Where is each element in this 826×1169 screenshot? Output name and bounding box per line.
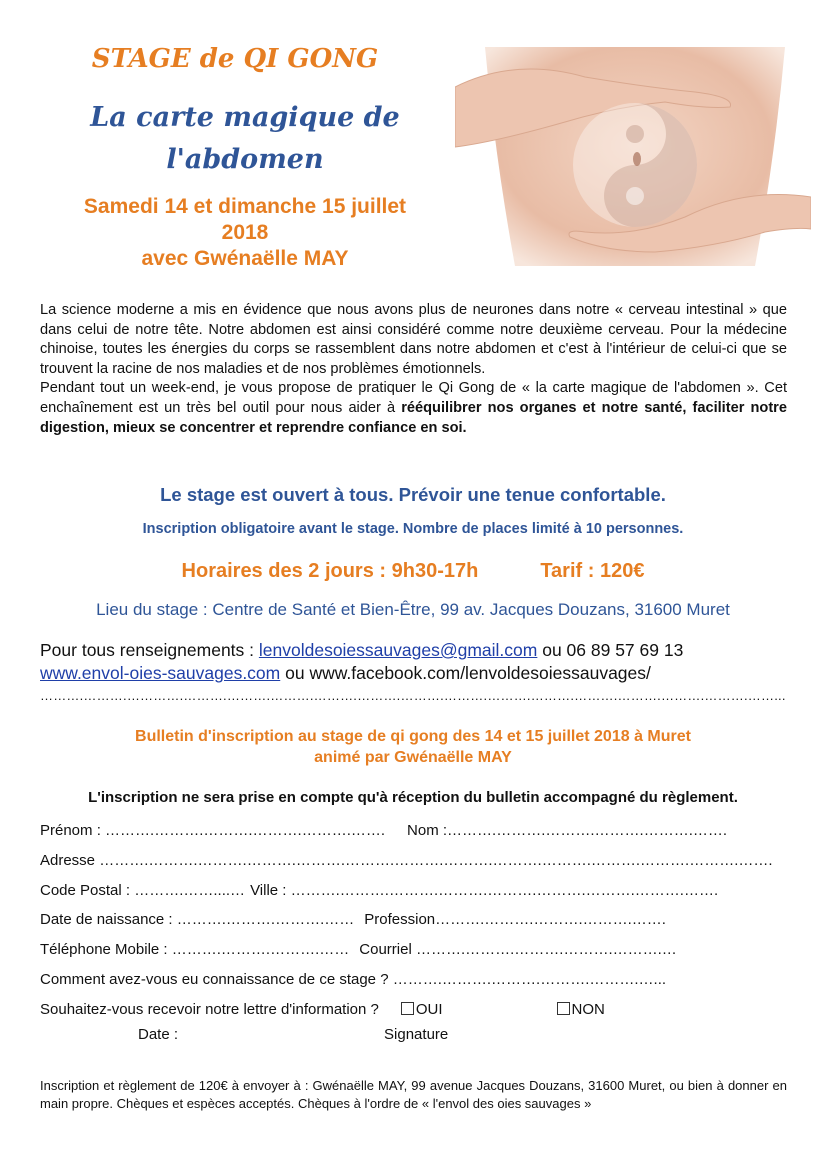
profession-field[interactable]: Profession……….……….……….……….……. [364, 911, 666, 929]
signature-label: Signature [384, 1026, 449, 1043]
event-dates [40, 194, 450, 272]
contact-info [40, 639, 800, 685]
contact-prefix: Pour tous renseignements : [40, 640, 259, 660]
ville-field[interactable]: Ville : ……….……….……….……….……….……….……….……….……. [250, 881, 719, 899]
form-row-phone [40, 941, 800, 971]
hours: Horaires des 2 jours : 9h30-17h [181, 560, 479, 582]
intro-text [40, 301, 787, 438]
form-row-name [40, 822, 800, 852]
intro-paragraph-2-emphasis: rééquilibrer nos organes et notre santé, faciliter notre digestion, mieux se concentrer et reprendre confiance en soi. [40, 399, 787, 436]
dates-line: Samedi 14 et dimanche 15 juillet [83, 195, 407, 218]
adresse-field[interactable]: Adresse ……….……….……….……….……….……….……….……….……….……….……….……….……….……. [40, 851, 773, 869]
nom-field[interactable]: Nom :……….……….……….……….……….……. [407, 822, 728, 839]
non-checkbox[interactable] [557, 1002, 570, 1015]
bulletin-title-line-2: animé par Gwénaëlle MAY [314, 749, 512, 766]
newsletter-question: Souhaitez-vous recevoir notre lettre d'information ? [40, 1000, 379, 1018]
facebook-text: ou www.facebook.com/lenvoldesoiessauvages/ [280, 663, 651, 683]
oui-checkbox[interactable] [401, 1002, 414, 1015]
hours-and-price [40, 560, 786, 583]
location: Lieu du stage : Centre de Santé et Bien-Être, 99 av. Jacques Douzans, 31600 Muret [96, 600, 730, 619]
event-subtitle: La carte magique de l'abdomen [90, 102, 400, 175]
form-row-source [40, 971, 800, 1001]
non-label: NON [571, 1000, 605, 1018]
telephone-field[interactable]: Téléphone Mobile : ……….……….……….…… [40, 941, 350, 959]
oui-label: OUI [415, 1000, 443, 1018]
code-postal-field[interactable]: Code Postal : ……….……....… [40, 881, 246, 899]
event-title: STAGE de QI GONG [91, 44, 379, 74]
form-row-city [40, 882, 800, 912]
registration-form [40, 822, 800, 1031]
prenom-field[interactable]: Prénom : ……….……….……….……….……….……. [40, 822, 386, 839]
bulletin-title [40, 726, 786, 768]
intro-paragraph-2-text: Pendant tout un week-end, je vous propose de pratiquer le Qi Gong de « la carte magique de l'abdomen ». Cet enchaînement est un très bel outil pour nous aider à [40, 380, 787, 416]
footer-payment-info: Inscription et règlement de 120€ à envoyer à : Gwénaëlle MAY, 99 avenue Jacques Douzans, 31600 Muret, ou bien à donner en main propre. Chèques et espèces acceptés. Chèques à l'ordre de « l'envol des oies sauvages » [40, 1078, 787, 1111]
contact-line-1 [40, 639, 800, 662]
abdomen-yin-yang-photo [455, 47, 811, 266]
dates-year: 2018 [221, 221, 269, 244]
intro-paragraph-2 [40, 379, 787, 438]
phone-text: ou 06 89 57 69 13 [537, 640, 684, 660]
form-row-address [40, 852, 800, 882]
bulletin-title-line-1: Bulletin d'inscription au stage de qi gong des 14 et 15 juillet 2018 à Muret [135, 728, 691, 745]
price: Tarif : 120€ [540, 560, 645, 582]
registration-notice: Inscription obligatoire avant le stage. Nombre de places limité à 10 personnes. [142, 521, 684, 537]
date-label: Date : [138, 1026, 179, 1043]
email-link[interactable]: lenvoldesoiessauvages@gmail.com [258, 640, 538, 660]
separator-dots: ……….……….………….……….……….……….……….……….……….……….……….……….……….……….……….……….……... [40, 688, 786, 703]
bulletin-note: L'inscription ne sera prise en compte qu'à réception du bulletin accompagné du règlement. [88, 789, 738, 806]
naissance-field[interactable]: Date de naissance : ……….……….……….…… [40, 911, 355, 929]
open-to-all-notice: Le stage est ouvert à tous. Prévoir une tenue confortable. [160, 484, 666, 505]
contact-line-2 [40, 662, 800, 685]
intro-paragraph-1: La science moderne a mis en évidence que nous avons plus de neurones dans notre « cerveau intestinal » que dans celui de notre tête. Notre abdomen est ainsi considéré comme notre deuxième cerveau. Pour la médecine chinoise, toutes les énergies du corps se rassemblent dans notre abdomen et c'est à l'intérieur de celui-ci que se trouvent la racine de nos maladies et de nos problèmes émotionnels. [40, 302, 787, 377]
form-row-birth [40, 911, 800, 941]
connaissance-field[interactable]: Comment avez-vous eu connaissance de ce stage ? ……….……….……….……….……….…... [40, 970, 667, 988]
instructor-line: avec Gwénaëlle MAY [141, 247, 349, 270]
courriel-field[interactable]: Courriel ……….……….……….……….……….… [359, 941, 677, 959]
date-signature-row [138, 1026, 448, 1043]
website-link[interactable]: www.envol-oies-sauvages.com [40, 663, 281, 683]
